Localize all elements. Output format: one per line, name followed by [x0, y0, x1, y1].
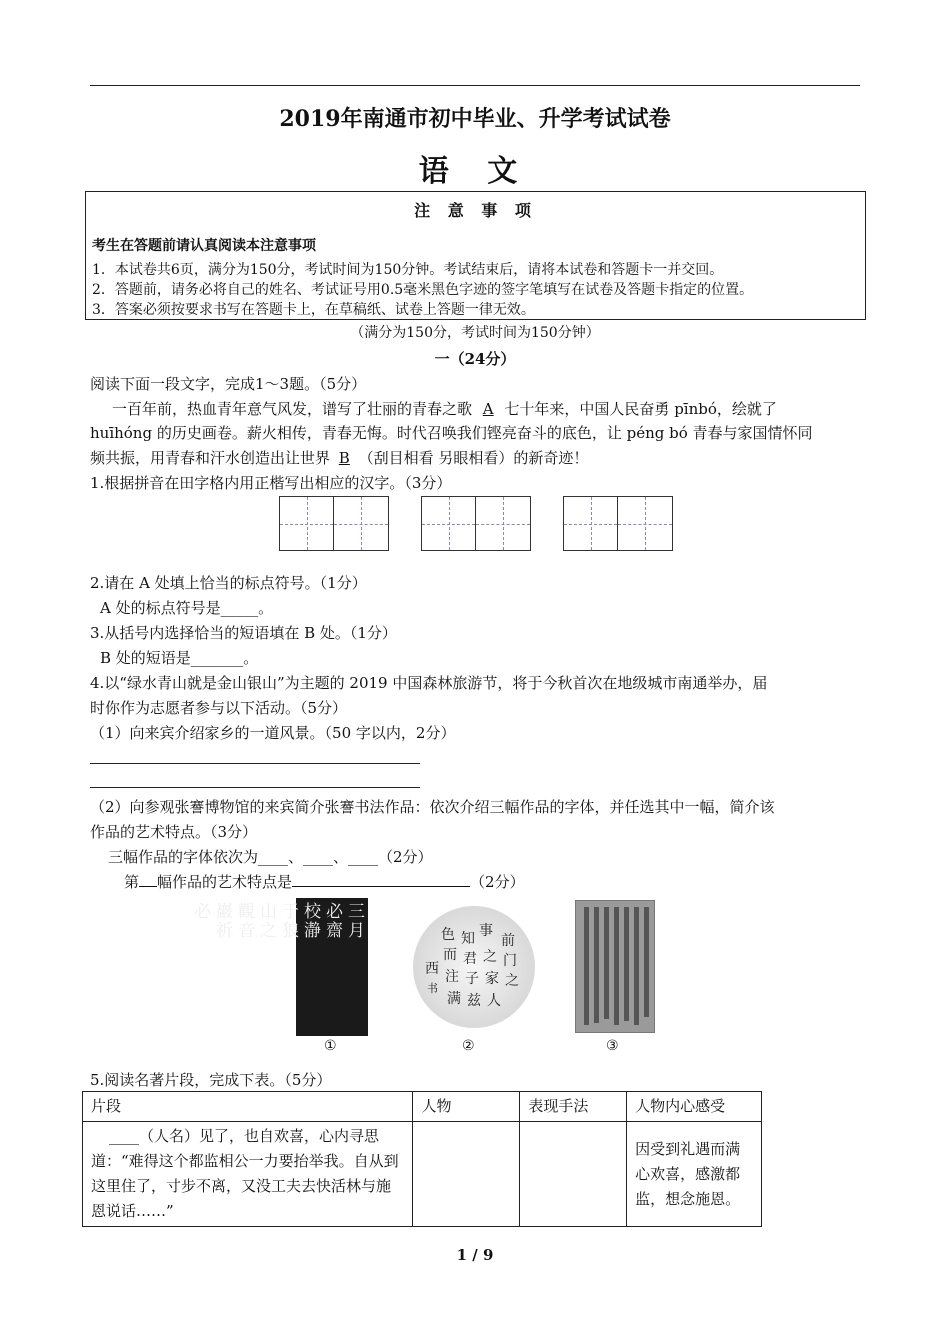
- passage-line-3: [90, 447, 588, 468]
- question-4-1: （1）向来宾介绍家乡的一道风景。（50 字以内，2分）: [90, 724, 456, 742]
- question-4-2-art: [124, 871, 525, 892]
- blank-feature[interactable]: [292, 873, 470, 887]
- passage-text: 一百年前，热血青年意气风发，谱写了壮丽的青春之歌: [112, 400, 473, 418]
- figure-label-1: ①: [324, 1038, 337, 1054]
- top-rule: [90, 85, 860, 86]
- question-4-2-line-1: （2）向参观张謇博物馆的来宾简介张謇书法作品：依次介绍三幅作品的字体，并任选其中一幅，简介该: [90, 798, 775, 816]
- question-2: 2.请在 A 处填上恰当的标点符号。（1分）: [90, 574, 367, 592]
- tianzige-cell[interactable]: [476, 496, 531, 551]
- blank-a: A: [482, 400, 494, 418]
- calligraphy-image-2: [413, 906, 535, 1028]
- notice-box: [85, 191, 866, 320]
- calligraphy-char: 书: [427, 982, 438, 995]
- question-3-answer: B 处的短语是_______。: [100, 649, 259, 667]
- calligraphy-char: 家: [485, 971, 499, 987]
- section-header: 一（24分）: [434, 350, 516, 368]
- answer-line[interactable]: [90, 763, 420, 764]
- passage-line-1: [112, 398, 777, 419]
- notice-heading: 注 意 事 项: [414, 201, 537, 220]
- subject-title: 语 文: [418, 154, 532, 189]
- person-cell[interactable]: [413, 1122, 520, 1227]
- figure-label-3: ③: [606, 1038, 619, 1054]
- blank-b: B: [338, 449, 350, 467]
- passage-text: 频共振，用青春和汗水创造出让世界: [90, 449, 331, 467]
- notice-item: 3．答案必须按要求书写在答题卡上，在草稿纸、试卷上答题一律无效。: [92, 302, 535, 318]
- question-4-2-fonts: 三幅作品的字体依次为____、____、____（2分）: [108, 848, 433, 866]
- question-4-line-1: 4.以“绿水青山就是金山银山”为主题的 2019 中国森林旅游节，将于今秋首次在地级城市南通举办，届: [90, 674, 768, 692]
- figure-label-2: ②: [462, 1038, 475, 1054]
- calligraphy-char: 而: [443, 947, 457, 963]
- calligraphy-image-1: [190, 898, 368, 1036]
- calligraphy-image-3: [575, 900, 655, 1033]
- table-row: [83, 1122, 762, 1227]
- calligraphy-char: 西: [425, 961, 439, 977]
- tianzige-group-2[interactable]: [421, 496, 531, 551]
- notice-item: 2．答题前，请务必将自己的姓名、考试证号用0.5毫米黑色字迹的签字笔填写在试卷及答题卡指定的位置。: [92, 282, 754, 298]
- table-header-row: [83, 1092, 762, 1122]
- answer-line[interactable]: [90, 787, 420, 788]
- calligraphy-char: 之: [505, 973, 519, 989]
- calligraphy-text: 三月必齋校瀞于狼山之觀音巖祈必: [190, 902, 364, 940]
- calligraphy-char: 人: [487, 993, 501, 1009]
- calligraphy-char: 注: [445, 969, 459, 985]
- question-2-answer: A 处的标点符号是_____。: [100, 599, 274, 617]
- name-blank[interactable]: ____: [109, 1127, 139, 1145]
- passage-text: 七十年来，中国人民奋勇 pīnbó，绘就了: [504, 400, 777, 418]
- blank-number[interactable]: [139, 873, 157, 887]
- calligraphy-char: 门: [503, 953, 517, 969]
- calligraphy-char: 色: [441, 927, 455, 943]
- passage-text: （刮目相看 另眼相看）的新奇迹！: [358, 449, 589, 467]
- calligraphy-char: 君: [463, 951, 477, 967]
- question-4-line-2: 时你作为志愿者参与以下活动。（5分）: [90, 699, 348, 717]
- table-header: 人物内心感受: [627, 1092, 762, 1122]
- tianzige-cell[interactable]: [421, 496, 476, 551]
- table-header: 人物: [413, 1092, 520, 1122]
- calligraphy-char: 知: [461, 931, 475, 947]
- tianzige-cell[interactable]: [618, 496, 673, 551]
- section-intro: 阅读下面一段文字，完成1～3题。（5分）: [90, 375, 367, 393]
- table-header: 表现手法: [520, 1092, 627, 1122]
- calligraphy-char: 满: [447, 991, 461, 1007]
- calligraphy-char: 前: [501, 933, 515, 949]
- excerpt-text: （人名）见了，也自欢喜，心内寻思道：“难得这个都监相公一力要抬举我。自从到这里住了，寸步不离，又没工夫去快活林与施恩说话……”: [91, 1127, 399, 1220]
- art-text: 幅作品的艺术特点是: [157, 873, 293, 891]
- reading-table: [82, 1091, 762, 1227]
- calligraphy-char: 兹: [467, 993, 481, 1009]
- art-text: （2分）: [470, 873, 525, 891]
- question-5: 5.阅读名著片段，完成下表。（5分）: [90, 1071, 332, 1089]
- calligraphy-char: 子: [465, 971, 479, 987]
- page-number: 1 / 9: [456, 1246, 494, 1264]
- exam-title: 2019年南通市初中毕业、升学考试试卷: [279, 106, 671, 132]
- tianzige-cell[interactable]: [563, 496, 618, 551]
- technique-cell[interactable]: [520, 1122, 627, 1227]
- excerpt-cell: [83, 1122, 413, 1227]
- table-header: 片段: [83, 1092, 413, 1122]
- calligraphy-char: 之: [483, 949, 497, 965]
- question-3: 3.从括号内选择恰当的短语填在 B 处。（1分）: [90, 624, 397, 642]
- question-4-2-line-2: 作品的艺术特点。（3分）: [90, 823, 258, 841]
- score-info: （满分为150分，考试时间为150分钟）: [350, 325, 600, 341]
- notice-item: 1．本试卷共6页，满分为150分，考试时间为150分钟。考试结束后，请将本试卷和答题卡一并交回。: [92, 262, 724, 278]
- passage-line-2: huīhóng 的历史画卷。薪火相传，青春无悔。时代召唤我们铿亮奋斗的底色，让 péng bó 青春与家国情怀同: [90, 424, 813, 442]
- tianzige-cell[interactable]: [334, 496, 389, 551]
- tianzige-group-3[interactable]: [563, 496, 673, 551]
- tianzige-cell[interactable]: [279, 496, 334, 551]
- question-1: 1.根据拼音在田字格内用正楷写出相应的汉字。（3分）: [90, 474, 452, 492]
- art-text: 第: [124, 873, 140, 891]
- calligraphy-char: 事: [479, 923, 493, 939]
- tianzige-group-1[interactable]: [279, 496, 389, 551]
- notice-subheading: 考生在答题前请认真阅读本注意事项: [92, 238, 316, 254]
- feeling-cell: 因受到礼遇而满心欢喜，感激都监，想念施恩。: [627, 1122, 762, 1227]
